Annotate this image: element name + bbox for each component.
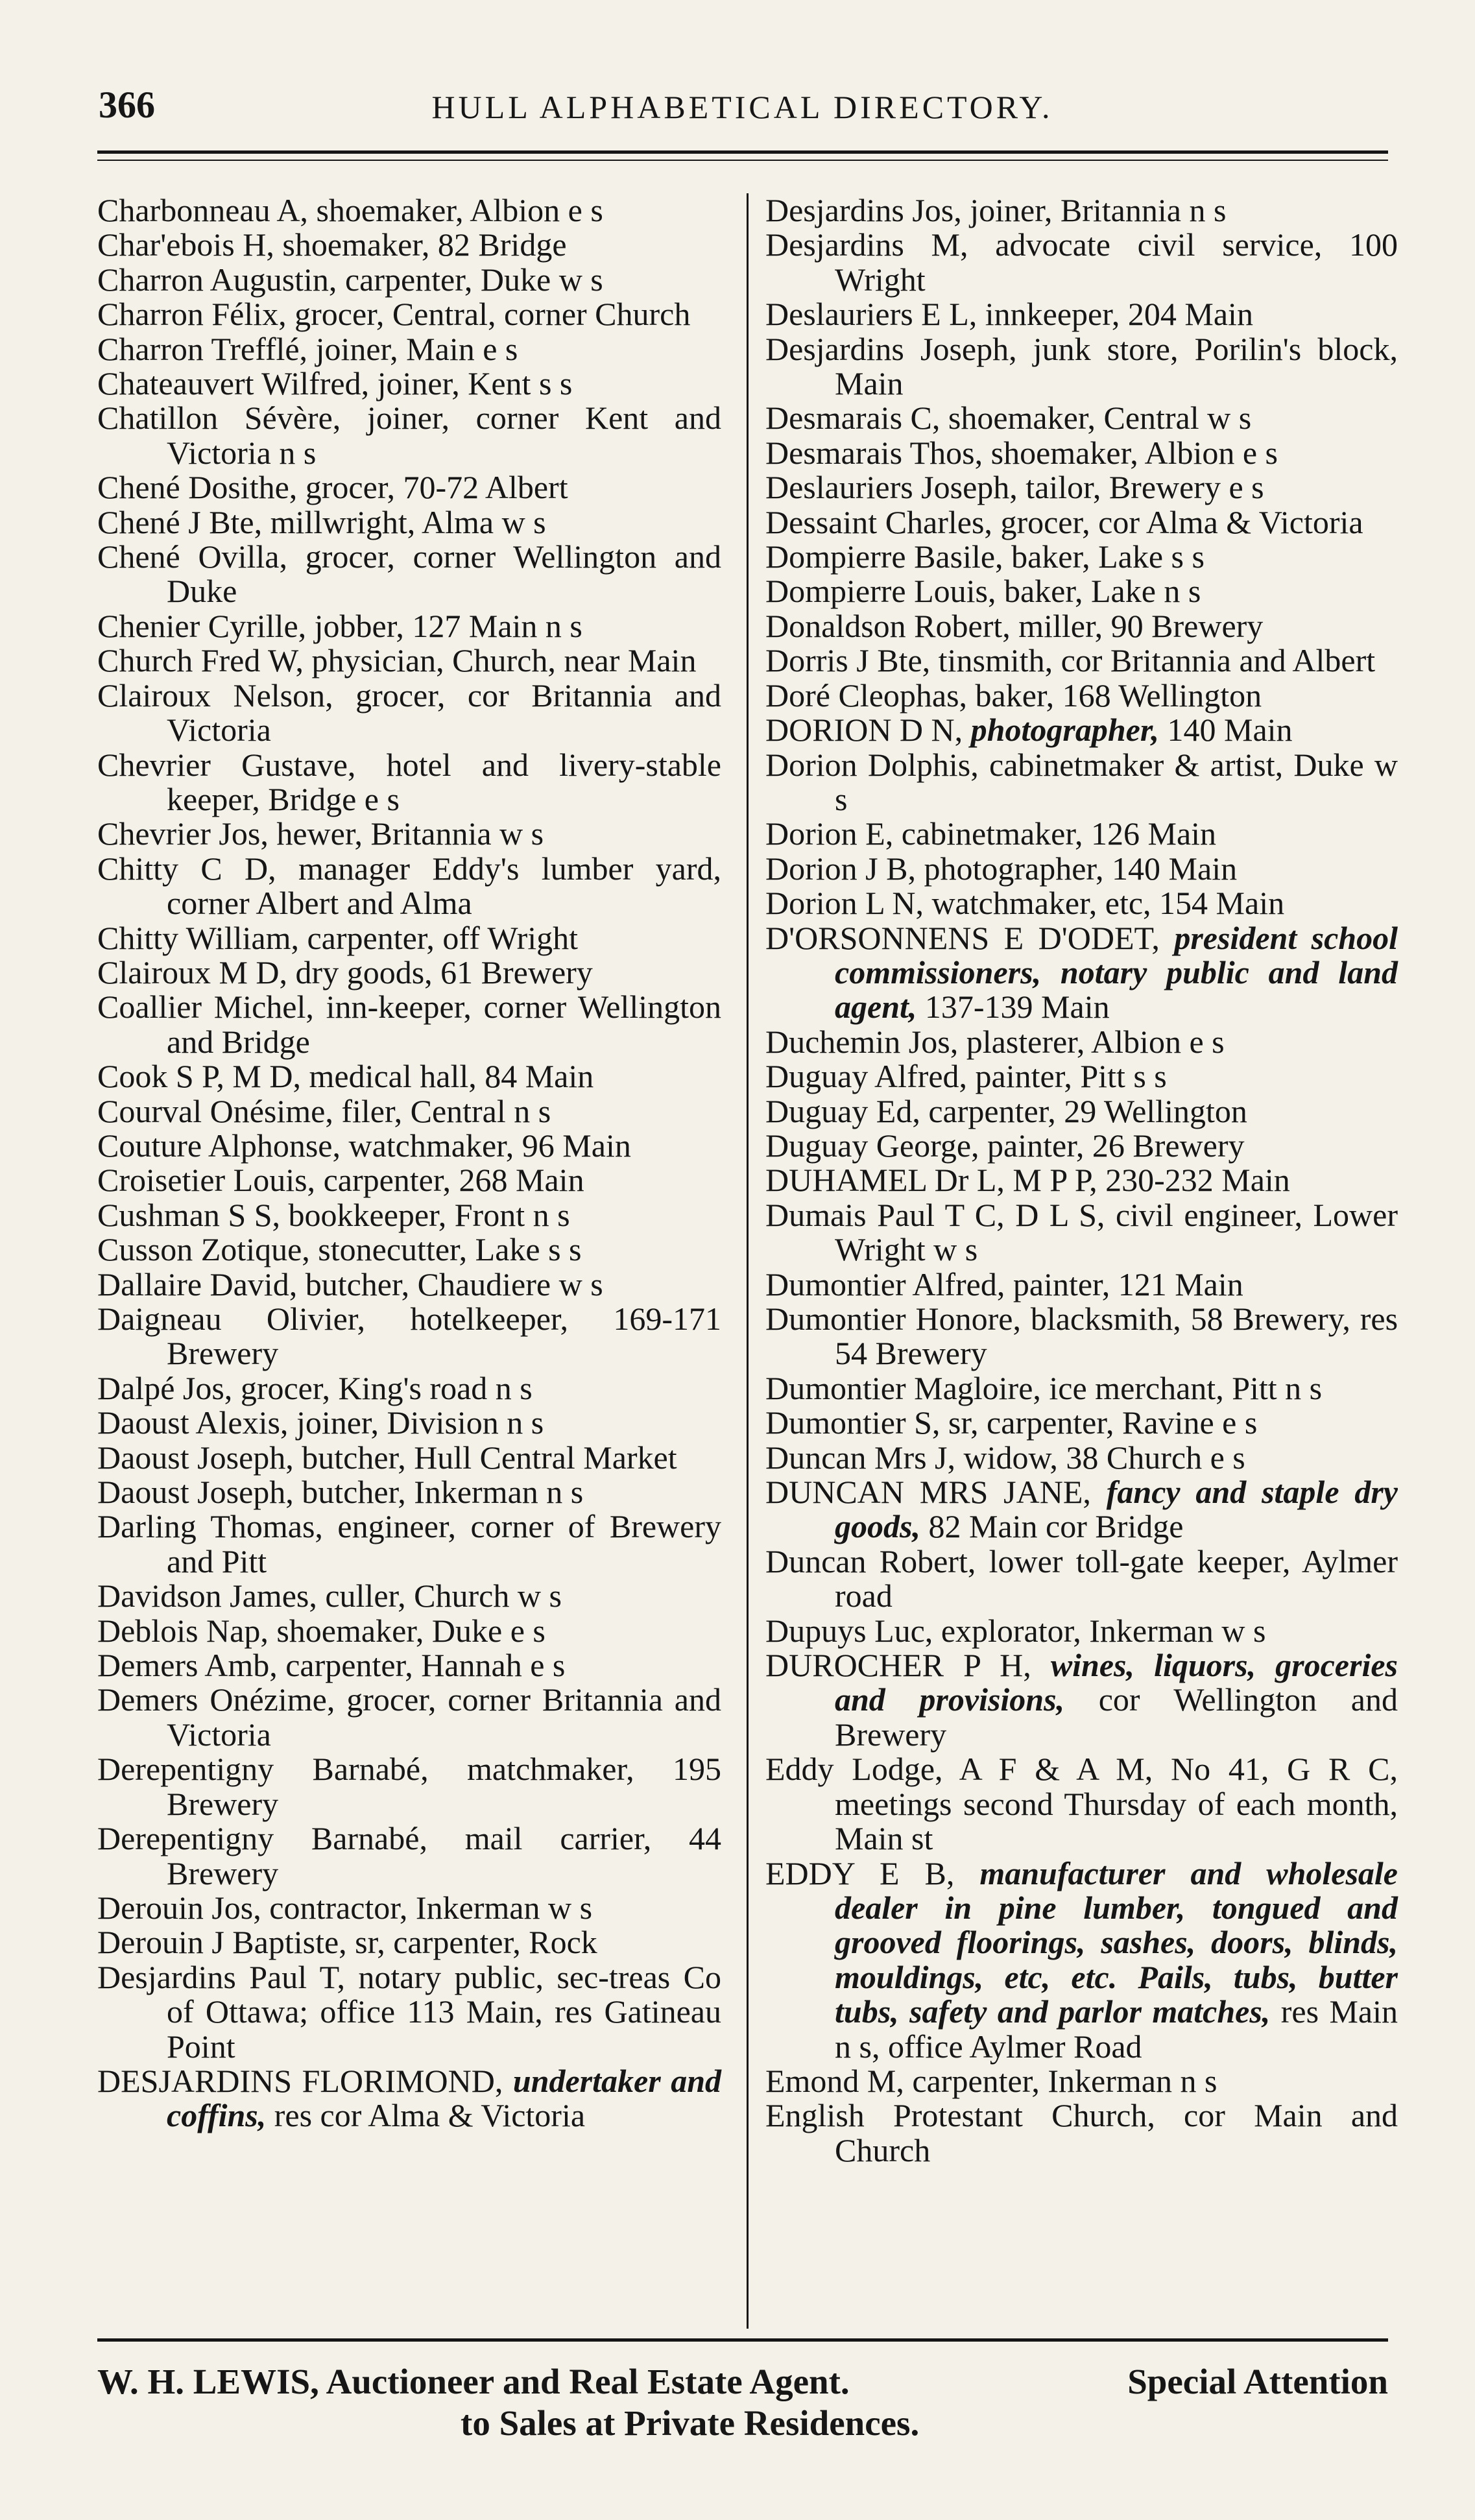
entry-detail: shoemaker, Albion e s — [316, 192, 603, 228]
entry-detail: cor Main and Church — [835, 2097, 1398, 2168]
entry-name: Chitty William, — [97, 919, 299, 956]
footer-line1-text: Auctioneer and Real Estate Agent. — [326, 2362, 850, 2401]
entry-detail: jobber, 127 Main n s — [314, 607, 582, 644]
directory-entry — [765, 505, 1398, 540]
directory-entry — [97, 1302, 721, 1371]
entry-name: Desmarais C, — [765, 400, 941, 437]
entry-name: Derepentigny Barnabé, — [97, 1820, 427, 1857]
directory-entry — [97, 1441, 721, 1475]
entry-name: DESJARDINS FLORIMOND, — [97, 2062, 503, 2099]
entry-detail: watchmaker, etc, 154 Main — [931, 885, 1285, 922]
entry-detail: 82 Main cor Bridge — [928, 1508, 1184, 1545]
entry-name: Dalpé Jos, — [97, 1369, 233, 1406]
entry-detail: painter, 121 Main — [1013, 1266, 1243, 1302]
entry-name: Darling Thomas, — [97, 1508, 323, 1545]
directory-entry — [97, 1267, 721, 1302]
entry-name: Duchemin Jos, — [765, 1023, 959, 1060]
directory-entry — [765, 470, 1398, 505]
entry-name: Charbonneau A, — [97, 192, 308, 228]
entry-name: Cook S P, M D, — [97, 1058, 301, 1095]
entry-detail: advocate civil service, 100 Wright — [835, 226, 1398, 298]
entry-name: Dumontier Alfred, — [765, 1266, 1005, 1302]
directory-entry — [765, 609, 1398, 643]
directory-entry — [97, 540, 721, 609]
directory-entry — [765, 540, 1398, 574]
directory-entry — [765, 1371, 1398, 1406]
entry-detail: hotel and livery-stable keeper, Bridge e s — [167, 746, 721, 817]
entry-name: Dessaint Charles, — [765, 503, 992, 540]
directory-entry — [765, 1441, 1398, 1475]
entry-detail: explorator, Inkerman w s — [941, 1612, 1266, 1649]
entry-name: Davidson James, — [97, 1578, 317, 1614]
directory-entry — [97, 1648, 721, 1683]
directory-entry — [97, 1925, 721, 1960]
entry-detail: plasterer, Albion e s — [966, 1023, 1225, 1060]
entry-detail: grocer, corner Britannia and Victoria — [167, 1681, 721, 1753]
directory-entry — [765, 748, 1398, 817]
directory-entry — [97, 332, 721, 366]
directory-entry — [97, 2064, 721, 2133]
entry-name: Deslauriers Joseph, — [765, 469, 1018, 506]
entry-detail: contractor, Inkerman w s — [269, 1889, 593, 1926]
entry-detail: joiner, Kent s s — [377, 365, 573, 402]
entry-name: Doré Cleophas, — [765, 677, 968, 714]
entry-detail: bookkeeper, Front n s — [288, 1196, 570, 1233]
entry-name: Chenier Cyrille, — [97, 607, 307, 644]
entry-name: Desjardins Paul T, — [97, 1958, 345, 1995]
entry-detail: civil engineer, Lower Wright w s — [835, 1196, 1398, 1268]
entry-detail: A F & A M, No 41, G R C, meetings second Thursday of each month, Main st — [835, 1751, 1398, 1857]
directory-entry — [97, 1371, 721, 1406]
directory-entry — [765, 297, 1398, 331]
entry-detail: mail carrier, 44 Brewery — [167, 1820, 721, 1891]
directory-entry — [97, 1891, 721, 1925]
entry-name: Church Fred W, — [97, 642, 304, 679]
entry-name: Dompierre Basile, — [765, 538, 1003, 575]
entry-name: Dumontier S, sr, — [765, 1404, 979, 1441]
entry-detail: shoemaker, 82 Bridge — [282, 226, 567, 263]
directory-entry — [765, 1752, 1398, 1856]
directory-entry — [97, 1198, 721, 1232]
entry-detail: junk store, Porilin's block, Main — [835, 330, 1398, 402]
entry-name: Daoust Joseph, — [97, 1474, 294, 1511]
directory-entry — [765, 852, 1398, 886]
directory-entry — [97, 263, 721, 297]
column-divider — [747, 193, 749, 2329]
entry-name: Deslauriers E L, — [765, 296, 977, 333]
directory-entry — [97, 401, 721, 470]
entry-name: English Protestant Church, — [765, 2097, 1155, 2134]
entry-trade-italic: wines, liquors, groceries and provisions, — [835, 1647, 1398, 1718]
directory-entry — [97, 852, 721, 921]
directory-entry — [97, 921, 721, 955]
entry-detail: ice merchant, Pitt n s — [1049, 1369, 1323, 1406]
entry-detail: manager Eddy's lumber yard, corner Albert and Alma — [167, 850, 722, 922]
entry-trade-italic: president school commissioners, notary public and land agent, — [835, 919, 1398, 1026]
entry-detail: photographer, 140 Main — [924, 850, 1238, 887]
header-rule-thin — [97, 160, 1388, 161]
directory-entry — [97, 505, 721, 540]
entry-name: Desmarais Thos, — [765, 434, 983, 471]
entry-name: Dorris J Bte, — [765, 642, 931, 679]
entry-detail: medical hall, 84 Main — [309, 1058, 594, 1095]
entry-name: Char'ebois H, — [97, 226, 274, 263]
entry-name: Duguay Ed, — [765, 1092, 920, 1129]
entry-detail: hewer, Britannia w s — [276, 815, 544, 852]
directory-entry — [765, 1302, 1398, 1371]
entry-detail: carpenter, Ravine e s — [987, 1404, 1258, 1441]
directory-entry — [97, 1509, 721, 1579]
left-column — [97, 193, 721, 2133]
directory-entry — [97, 1232, 721, 1267]
entry-name: Dumontier Magloire, — [765, 1369, 1041, 1406]
entry-name: Eddy Lodge, — [765, 1751, 943, 1788]
entry-detail: engineer, corner of Brewery and Pitt — [167, 1508, 721, 1579]
entry-detail: cabinetmaker & artist, Duke w s — [835, 746, 1398, 817]
directory-entry — [765, 1648, 1398, 1752]
entry-detail: carpenter, 268 Main — [323, 1162, 584, 1199]
entry-name: EDDY E B, — [765, 1854, 955, 1891]
entry-detail: joiner, Main e s — [315, 330, 518, 367]
entry-name: Dorion J B, — [765, 850, 916, 887]
entry-detail: res Main n s, office Aylmer Road — [835, 1993, 1398, 2065]
entry-detail: millwright, Alma w s — [270, 503, 546, 540]
entry-detail: matchmaker, 195 Brewery — [167, 1751, 722, 1822]
entry-name: Clairoux Nelson, — [97, 677, 333, 714]
entry-name: Demers Onézime, — [97, 1681, 335, 1718]
directory-entry — [765, 1025, 1398, 1059]
entry-detail: dry goods, 61 Brewery — [295, 954, 593, 990]
entry-name: Dupuys Luc, — [765, 1612, 933, 1649]
entry-detail: butcher, Chaudiere w s — [305, 1266, 603, 1302]
entry-detail: watchmaker, 96 Main — [348, 1127, 631, 1164]
entry-detail: lower toll-gate keeper, Aylmer road — [835, 1542, 1398, 1614]
entry-name: Desjardins Joseph, — [765, 330, 1017, 367]
directory-entry — [97, 1094, 721, 1129]
entry-name: Duguay Alfred, — [765, 1058, 968, 1095]
entry-name: Daigneau Olivier, — [97, 1301, 366, 1337]
entry-detail: sr, carpenter, Rock — [355, 1924, 597, 1961]
entry-name: Demers Amb, — [97, 1647, 278, 1684]
entry-name: Chatillon Sévère, — [97, 400, 341, 437]
entry-name: Chevrier Jos, — [97, 815, 269, 852]
directory-entry — [765, 1544, 1398, 1614]
entry-detail: butcher, Inkerman n s — [302, 1474, 584, 1511]
entry-name: DORION D N, — [765, 712, 963, 749]
directory-entry — [765, 1406, 1398, 1440]
directory-entry — [765, 643, 1398, 678]
entry-name: Clairoux M D, — [97, 954, 288, 990]
directory-entry — [97, 366, 721, 401]
page-number: 366 — [99, 84, 155, 126]
directory-entry — [765, 1094, 1398, 1129]
directory-entry — [765, 1614, 1398, 1648]
entry-detail: filer, Central n s — [341, 1092, 551, 1129]
entry-detail: 140 Main — [1167, 712, 1293, 749]
entry-name: Dumontier Honore, — [765, 1301, 1021, 1337]
entry-name: Derouin J Baptiste, — [97, 1924, 347, 1961]
directory-entry — [765, 401, 1398, 435]
directory-entry — [97, 228, 721, 262]
entry-name: Charron Félix, — [97, 296, 287, 333]
entry-name: Dorion Dolphis, — [765, 746, 979, 783]
entry-name: Dallaire David, — [97, 1266, 298, 1302]
entry-detail: hotelkeeper, 169-171 Brewery — [167, 1301, 721, 1372]
directory-entry — [765, 193, 1398, 228]
entry-detail: grocer, corner Wellington and Duke — [167, 538, 721, 610]
entry-detail: joiner, Britannia n s — [970, 192, 1227, 228]
directory-entry — [97, 1614, 721, 1648]
directory-entry — [765, 1129, 1398, 1163]
entry-detail: shoemaker, Central w s — [948, 400, 1252, 437]
entry-name: Derouin Jos, — [97, 1889, 261, 1926]
entry-name: Deblois Nap, — [97, 1612, 269, 1649]
footer-advertisement — [97, 2361, 1388, 2444]
entry-detail: carpenter, 29 Wellington — [928, 1092, 1247, 1129]
entry-detail: res cor Alma & Victoria — [274, 2097, 586, 2134]
entry-detail: grocer, King's road n s — [240, 1369, 533, 1406]
directory-entry — [97, 470, 721, 505]
entry-detail: 230-232 Main — [1105, 1162, 1290, 1199]
entry-detail: painter, 26 Brewery — [987, 1127, 1245, 1164]
entry-detail: baker, 168 Wellington — [975, 677, 1262, 714]
entry-detail: culler, Church w s — [325, 1578, 562, 1614]
directory-entry — [97, 817, 721, 851]
entry-name: D'ORSONNENS E D'ODET, — [765, 919, 1160, 956]
entry-detail: baker, Lake n s — [1003, 573, 1201, 610]
header-rule-thick — [97, 150, 1388, 154]
directory-entry — [765, 678, 1398, 713]
entry-name: Charron Augustin, — [97, 261, 337, 298]
entry-trade-italic: photographer, — [970, 712, 1160, 749]
entry-trade-italic: manufacturer and wholesale dealer in pine lumber, tongued and grooved floorings, sashes, doors, blinds, mouldings, etc, etc. Pails, tubs, butter tubs, safety and parlor matches, — [835, 1854, 1398, 2030]
directory-entry — [765, 1059, 1398, 1094]
entry-name: DUROCHER P H, — [765, 1647, 1031, 1684]
directory-entry — [97, 193, 721, 228]
directory-entry — [765, 332, 1398, 402]
directory-entry — [97, 1579, 721, 1613]
directory-entry — [97, 678, 721, 748]
entry-name: Chevrier Gustave, — [97, 746, 356, 783]
entry-detail: grocer, Central, corner Church — [294, 296, 691, 333]
directory-entry — [765, 1163, 1398, 1197]
directory-entry — [765, 2064, 1398, 2098]
entry-detail: grocer, 70-72 Albert — [305, 469, 568, 506]
entry-detail: miller, 90 Brewery — [1018, 607, 1264, 644]
entry-name: Courval Onésime, — [97, 1092, 333, 1129]
entry-name: Dompierre Louis, — [765, 573, 996, 610]
entry-name: Derepentigny Barnabé, — [97, 1751, 429, 1788]
footer-advertiser: W. H. LEWIS, — [97, 2362, 319, 2401]
entry-detail: tinsmith, cor Britannia and Albert — [938, 642, 1376, 679]
entry-detail: tailor, Brewery e s — [1025, 469, 1264, 506]
entry-name: Donaldson Robert, — [765, 607, 1011, 644]
entry-detail: cabinetmaker, 126 Main — [901, 815, 1217, 852]
directory-entry — [765, 1267, 1398, 1302]
footer-line2: to Sales at Private Residences. — [461, 2403, 920, 2443]
entry-name: Dorion E, — [765, 815, 894, 852]
directory-entry — [97, 1163, 721, 1197]
directory-entry — [97, 1821, 721, 1891]
entry-name: Daoust Alexis, — [97, 1404, 289, 1441]
directory-entry — [765, 436, 1398, 470]
entry-name: Emond M, — [765, 2062, 904, 2099]
entry-detail: 137-139 Main — [924, 989, 1110, 1026]
running-title: HULL ALPHABETICAL DIRECTORY. — [431, 89, 1053, 125]
entry-detail: stonecutter, Lake s s — [318, 1231, 582, 1268]
entry-name: Desjardins M, — [765, 226, 968, 263]
directory-entry — [97, 1129, 721, 1163]
entry-detail: carpenter, Duke w s — [344, 261, 603, 298]
entry-detail: joiner, Division n s — [296, 1404, 544, 1441]
entry-name: DUNCAN MRS JANE, — [765, 1474, 1091, 1511]
entry-detail: inn-keeper, corner Wellington and Bridge — [167, 989, 721, 1060]
entry-name: Chené Dosithe, — [97, 469, 298, 506]
entry-name: Dumais Paul T C, D L S, — [765, 1196, 1105, 1233]
footer-line1-right: Special Attention — [1127, 2362, 1388, 2401]
entry-detail: painter, Pitt s s — [975, 1058, 1167, 1095]
directory-entry — [765, 1475, 1398, 1544]
entry-detail: cor Wellington and Brewery — [835, 1681, 1398, 1753]
entry-detail: blacksmith, 58 Brewery, res 54 Brewery — [835, 1301, 1398, 1372]
entry-detail: carpenter, Hannah e s — [285, 1647, 566, 1684]
directory-entry — [97, 297, 721, 331]
entry-name: Couture Alphonse, — [97, 1127, 341, 1164]
entry-detail: widow, 38 Church e s — [963, 1439, 1245, 1476]
directory-entry — [97, 1752, 721, 1821]
entry-name: Daoust Joseph, — [97, 1439, 294, 1476]
directory-entry — [97, 1683, 721, 1752]
directory-entry — [97, 748, 721, 817]
directory-entry — [765, 228, 1398, 297]
entry-name: Chateauvert Wilfred, — [97, 365, 370, 402]
entry-detail: butcher, Hull Central Market — [302, 1439, 677, 1476]
entry-detail: baker, Lake s s — [1011, 538, 1205, 575]
directory-entry — [765, 713, 1398, 747]
entry-detail: grocer, cor Alma & Victoria — [1000, 503, 1363, 540]
right-column — [765, 193, 1398, 2168]
entry-name: Dorion L N, — [765, 885, 924, 922]
directory-entry — [765, 817, 1398, 851]
entry-detail: notary public, sec-treas Co of Ottawa; office 113 Main, res Gatineau Point — [167, 1958, 722, 2065]
entry-detail: shoemaker, Albion e s — [990, 434, 1278, 471]
entry-trade-italic: fancy and staple dry goods, — [835, 1474, 1398, 1545]
directory-entry — [765, 1856, 1398, 2064]
directory-entry — [97, 1475, 721, 1509]
entry-name: Croisetier Louis, — [97, 1162, 316, 1199]
entry-name: DUHAMEL Dr L, M P P, — [765, 1162, 1097, 1199]
directory-entry — [97, 609, 721, 643]
directory-entry — [97, 990, 721, 1059]
entry-trade-italic: undertaker and coffins, — [167, 2062, 722, 2134]
entry-detail: joiner, corner Kent and Victoria n s — [167, 400, 722, 471]
entry-name: Duguay George, — [765, 1127, 979, 1164]
directory-entry — [765, 886, 1398, 920]
entry-detail: innkeeper, 204 Main — [985, 296, 1253, 333]
entry-name: Duncan Mrs J, — [765, 1439, 956, 1476]
entry-name: Chené J Bte, — [97, 503, 263, 540]
entry-detail: shoemaker, Duke e s — [276, 1612, 546, 1649]
entry-detail: physician, Church, near Main — [311, 642, 697, 679]
entry-detail: carpenter, off Wright — [307, 919, 579, 956]
entry-detail: carpenter, Inkerman n s — [912, 2062, 1217, 2099]
entry-name: Cushman S S, — [97, 1196, 281, 1233]
entry-name: Chitty C D, — [97, 850, 276, 887]
entry-name: Chené Ovilla, — [97, 538, 287, 575]
entry-name: Charron Trefflé, — [97, 330, 308, 367]
directory-entry — [97, 1406, 721, 1440]
directory-entry — [765, 921, 1398, 1025]
entry-name: Desjardins Jos, — [765, 192, 962, 228]
directory-entry — [765, 2098, 1398, 2168]
directory-entry — [97, 1960, 721, 2064]
entry-name: Cusson Zotique, — [97, 1231, 310, 1268]
entry-detail: grocer, cor Britannia and Victoria — [167, 677, 721, 749]
entry-name: Coallier Michel, — [97, 989, 314, 1026]
footer-rule — [97, 2338, 1388, 2342]
directory-entry — [97, 955, 721, 990]
entry-name: Duncan Robert, — [765, 1542, 976, 1579]
directory-entry — [765, 1198, 1398, 1267]
page-header — [99, 83, 1386, 135]
directory-entry — [97, 1059, 721, 1094]
directory-entry — [97, 643, 721, 678]
directory-entry — [765, 574, 1398, 608]
